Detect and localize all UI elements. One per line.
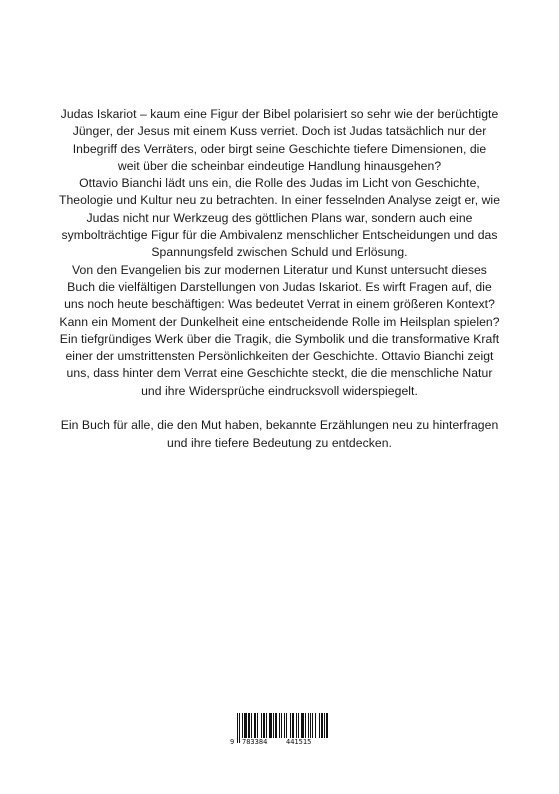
blurb-line: Kann ein Moment der Dunkelheit eine entscheidende Rolle im Heilsplan spielen? (59, 314, 500, 329)
barcode-bar (286, 713, 287, 738)
barcode-bar (251, 713, 252, 738)
isbn-right-group: 441515 (286, 738, 312, 746)
barcode-bar (296, 713, 297, 738)
barcode-bar (269, 713, 272, 738)
blurb-paragraph-2 (0, 417, 559, 452)
isbn-first-digit: 9 (230, 738, 235, 746)
barcode-bar (257, 713, 258, 738)
barcode-bar (324, 713, 325, 738)
barcode-bar (281, 713, 282, 738)
blurb-line: Ein tiefgründiges Werk über die Tragik, die Symbolik und die transformative Kraft (59, 331, 500, 346)
isbn-number (229, 738, 331, 750)
barcode-bar (242, 713, 243, 738)
blurb-line: Inbegriff des Verräters, oder birgt seine Geschichte tiefere Dimensionen, die (72, 141, 487, 156)
blurb-line: Ein Buch für alle, die den Mut haben, bekannte Erzählungen neu zu hinterfragen (60, 418, 499, 433)
barcode-bar (275, 713, 277, 738)
back-cover-blurb (0, 106, 559, 452)
blurb-line: Buch die vielfältigen Darstellungen von Judas Iskariot. Es wirft Fragen auf, die (67, 279, 492, 294)
barcode-bar (308, 713, 309, 738)
barcode-bar (292, 713, 294, 738)
barcode-bar (263, 713, 265, 738)
barcode-bar (284, 713, 285, 738)
blurb-line: und ihre Widersprüche eindrucksvoll widerspiegelt. (141, 383, 418, 398)
barcode-bar (273, 713, 274, 738)
barcode-bar (290, 713, 291, 738)
blurb-line: Jünger, der Jesus mit einem Kuss verriet. Doch ist Judas tatsächlich nur der (72, 124, 487, 139)
isbn-left-group: 783384 (242, 738, 268, 746)
barcode-bar (312, 713, 313, 738)
barcode-bar (315, 713, 316, 738)
barcode-bar (279, 713, 280, 738)
blurb-line: Judas nicht nur Werkzeug des göttlichen Plans war, sondern auch eine (86, 210, 473, 225)
blurb-line: uns noch heute beschäftigen: Was bedeutet Verrat in einem größeren Kontext? (64, 297, 495, 312)
blurb-line: Ottavio Bianchi lädt uns ein, die Rolle des Judas im Licht von Geschichte, (79, 176, 480, 191)
blurb-line: Spannungsfeld zwischen Schuld und Erlösung. (151, 245, 408, 260)
blurb-line: Theologie und Kultur neu zu betrachten. In einer fesselnden Analyse zeigt er, wie (58, 193, 501, 208)
barcode-bar (266, 713, 267, 738)
barcode-bar (321, 713, 323, 738)
barcode-bar (254, 713, 256, 738)
blurb-line: symbolträchtige Figur für die Ambivalenz menschlicher Entscheidungen und das (61, 228, 498, 243)
blurb-line: und ihre tiefere Bedeutung zu entdecken. (167, 435, 392, 450)
barcode-bar (261, 713, 262, 738)
barcode-bar (244, 713, 247, 738)
paragraph-spacer (0, 400, 559, 417)
barcode-bar (310, 713, 311, 738)
blurb-line: Von den Evangelien bis zur modernen Literatur und Kunst untersucht dieses (72, 262, 487, 277)
blurb-paragraph-1 (0, 106, 559, 400)
blurb-line: uns, dass hinter dem Verrat eine Geschichte steckt, die die menschliche Natur (66, 366, 493, 381)
barcode-bar (319, 713, 320, 738)
blurb-line: weit über die scheinbar eindeutige Handlung hinausgehen? (117, 158, 442, 173)
barcode-bar (326, 713, 328, 738)
barcode-bar (305, 713, 306, 738)
blurb-line: einer der umstrittensten Persönlichkeiten der Geschichte. Ottavio Bianchi zeigt (65, 349, 494, 364)
barcode-bar (248, 713, 250, 738)
blurb-line: Judas Iskariot – kaum eine Figur der Bibel polarisiert so sehr wie der berüchtigte (60, 107, 499, 121)
